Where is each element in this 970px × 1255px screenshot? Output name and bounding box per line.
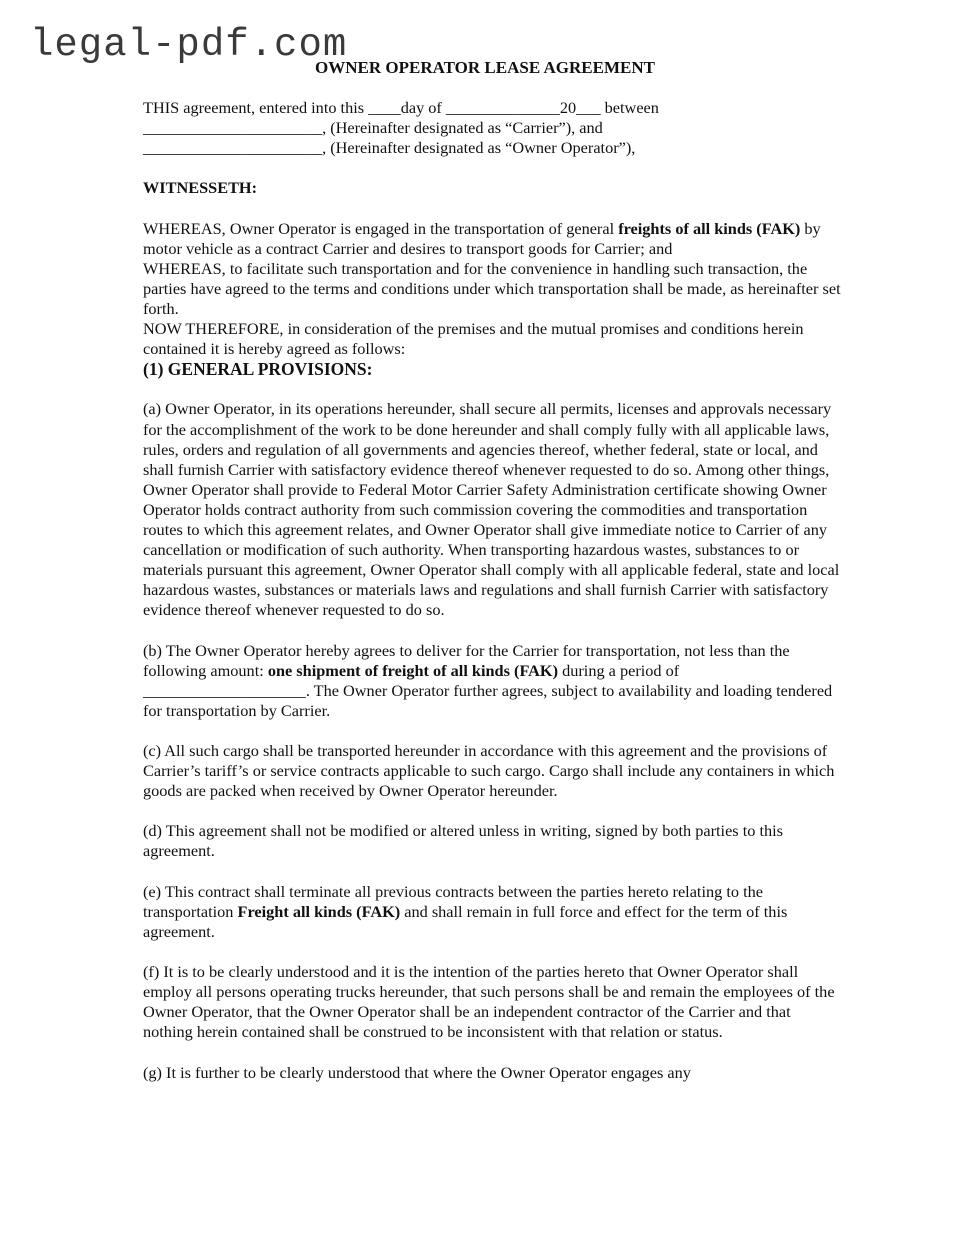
document-body (143, 98, 843, 1083)
document-title: OWNER OPERATOR LEASE AGREEMENT (315, 58, 655, 77)
now-therefore-paragraph: NOW THEREFORE, in consideration of the premises and the mutual promises and conditions herein contained it is hereby agreed as follows: (143, 319, 804, 359)
intro-line-1: THIS agreement, entered into this ____day of ______________20___ between (143, 98, 659, 117)
whereas-paragraph-2: WHEREAS, to facilitate such transportation and for the convenience in handling such transaction, the parties have agreed to the terms and conditions under which transportation shall be made, as hereinafter set forth. (143, 258, 841, 318)
bold-fak: freights of all kinds (FAK) (618, 218, 801, 238)
paragraph-d: (d) This agreement shall not be modified or altered unless in writing, signed by both parties to this agreement. (143, 821, 783, 861)
witnesseth-heading: WITNESSETH: (143, 178, 258, 198)
paragraph-a: (a) Owner Operator, in its operations hereunder, shall secure all permits, licenses and approvals necessary for the accomplishment of the work to be done hereunder and shall comply fully with all applicable laws, rules, orders and regulation of all governments and agencies thereof, whether federal, state or local, and shall furnish Carrier with satisfactory evidence thereof whenever requested to do so. Among other things, Owner Operator shall provide to Federal Motor Carrier Safety Administration certificate showing Owner Operator holds contract authority from such commission covering the commodities and transportation routes to which this agreement relates, and Owner Operator shall give immediate notice to Carrier of any cancellation or modification of such authority. When transporting hazardous wastes, substances to or materials pursuant this agreement, Owner Operator shall comply with all applicable federal, state and local hazardous wastes, substances or materials laws and regulations and shall furnish Carrier with satisfactory evidence thereof whenever requested to do so. (143, 399, 840, 620)
section-1-heading: (1) GENERAL PROVISIONS: (143, 359, 373, 380)
watermark-logo: legal-pdf.com (30, 23, 348, 67)
intro-line-2: ______________________, (Hereinafter designated as “Carrier”), and (143, 118, 603, 138)
whereas-paragraph-1: WHEREAS, Owner Operator is engaged in the transportation of general freights of all kinds (FAK) by motor vehicle as a contract Carrier and desires to transport goods for Carrier; and (143, 218, 821, 258)
intro-line-3: ______________________, (Hereinafter designated as “Owner Operator”), (143, 138, 636, 158)
paragraph-e: (e) This contract shall terminate all previous contracts between the parties hereto relating to the transportation Freight all kinds (FAK) and shall remain in full force and effect for the term of this agreement. (143, 881, 788, 941)
paragraph-f: (f) It is to be clearly understood and it is the intention of the parties hereto that Owner Operator shall employ all persons operating trucks hereunder, that such persons shall be and remain the employees of the Owner Operator, that the Owner Operator shall be an independent contractor of the Carrier and that nothing herein contained shall be construed to be inconsistent with that relation or status. (143, 962, 835, 1042)
paragraph-b: (b) The Owner Operator hereby agrees to deliver for the Carrier for transportation, not less than the following amount: one shipment of freight of all kinds (FAK) during a period of ____________________. The Owner Operator further agrees, subject to availability and loading tendered for transportation by Carrier. (143, 640, 833, 720)
paragraph-c: (c) All such cargo shall be transported hereunder in accordance with this agreement and the provisions of Carrier’s tariff’s or service contracts applicable to such cargo. Cargo shall include any containers in which goods are packed when received by Owner Operator hereunder. (143, 741, 835, 801)
paragraph-g: (g) It is further to be clearly understood that where the Owner Operator engages any (143, 1062, 691, 1082)
bold-shipment: one shipment of freight of all kinds (FAK) (267, 660, 559, 680)
bold-freight: Freight all kinds (FAK) (237, 901, 401, 921)
